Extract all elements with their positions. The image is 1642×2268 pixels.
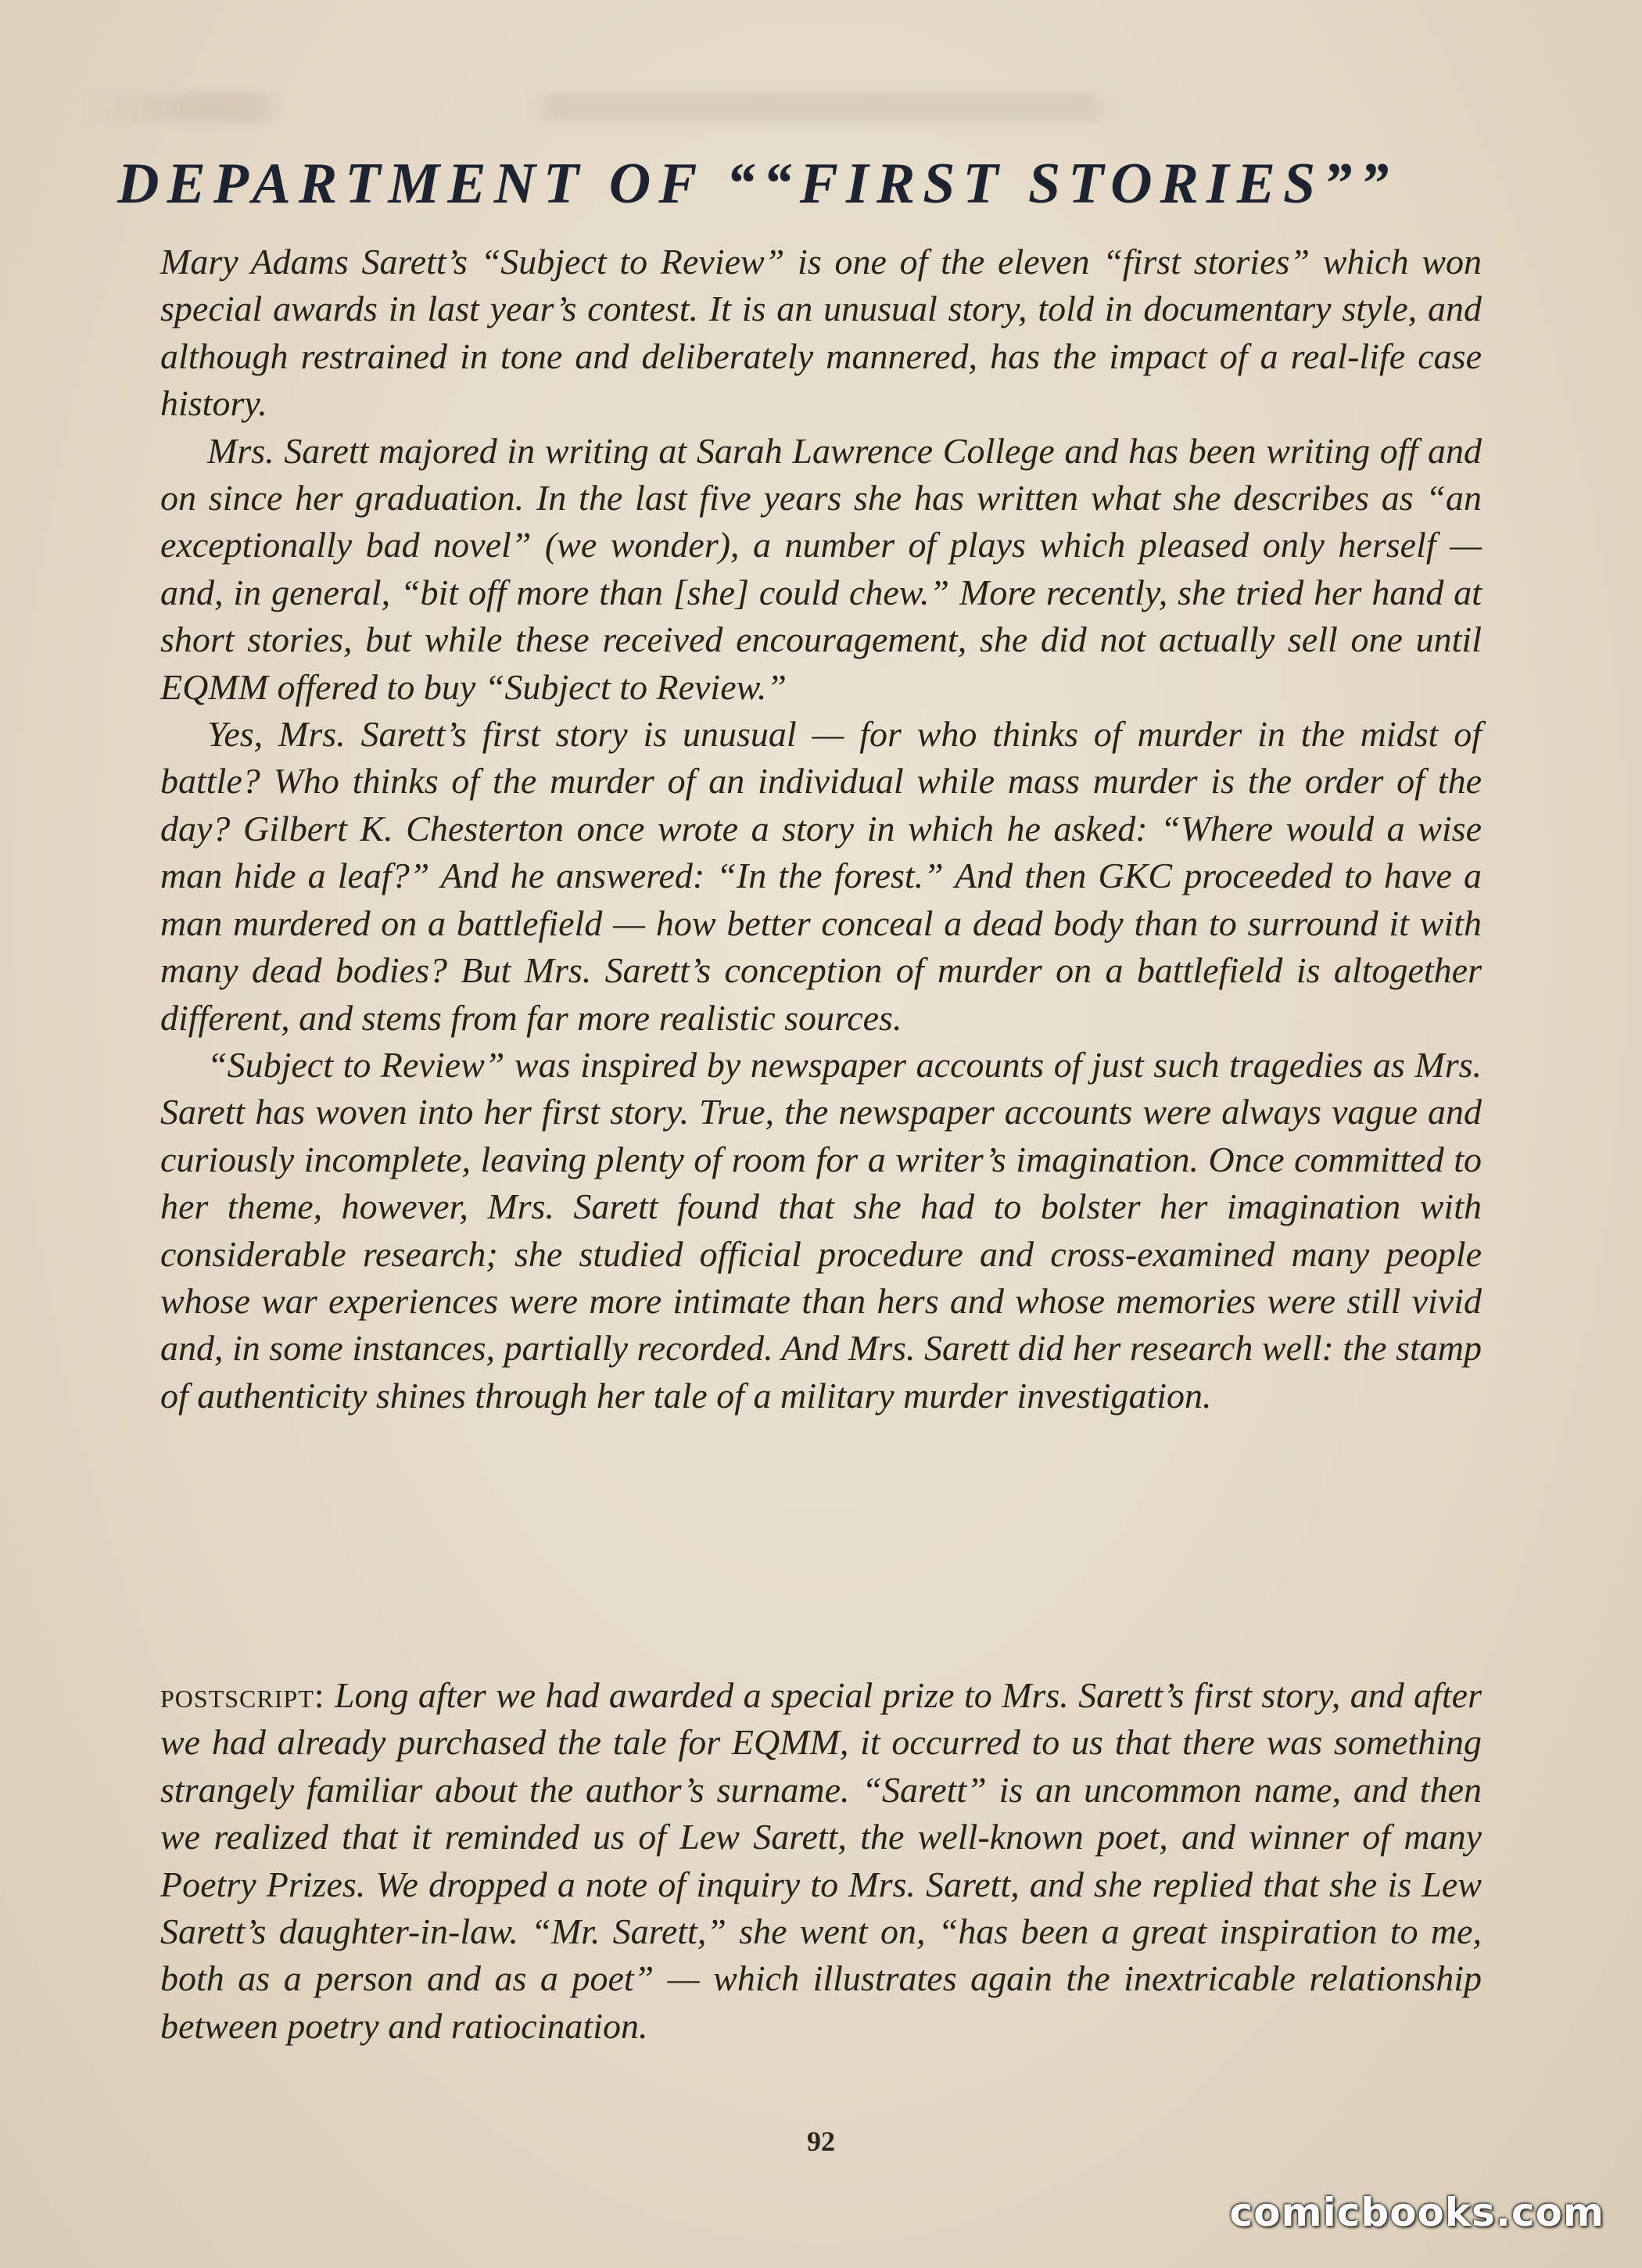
- postscript-paragraph: [160, 1672, 1482, 2050]
- postscript-block: [160, 1672, 1482, 2050]
- postscript-label: postscript:: [160, 1675, 325, 1715]
- paragraph-intro: Mary Adams Sarett’s “Subject to Review” is one of the eleven “first stories” which won special awards in last year’s contest. It is an unusual story, told in documentary style, and although restrained in tone and deliberately mannered, has the impact of a real-life case history.: [160, 242, 1482, 424]
- section-heading: DEPARTMENT OF ““FIRST STORIES””: [117, 152, 1397, 216]
- page-number: 92: [807, 2126, 835, 2157]
- paragraph-biography: Mrs. Sarett majored in writing at Sarah Lawrence College and has been writing off and on since her graduation. In the last five years she has written what she describes as “an exceptionally bad novel” (we wonder), a number of plays which pleased only herself — and, in general, “bit off more than [she] could chew.” More recently, she tried her hand at short stories, but while these received encouragement, she did not actually sell one until EQMM offered to buy “Subject to Review.”: [160, 430, 1482, 707]
- site-watermark: comicbooks.com: [1229, 2190, 1604, 2235]
- paragraph-research: “Subject to Review” was inspired by newspaper accounts of just such tragedies as Mrs. Sarett has woven into her first story. True, the newspaper accounts were always vague and curiously incomplete, leaving plenty of room for a writer’s imagination. Once committed to her theme, however, Mrs. Sarett found that she had to bolster her imagination with considerable research; she studied official procedure and cross-examined many people whose war experiences were more intimate than hers and whose memories were still vivid and, in some instances, partially recorded. And Mrs. Sarett did her research well: the stamp of authenticity shines through her tale of a military murder investigation.: [160, 1044, 1482, 1416]
- paragraph-chesterton: Yes, Mrs. Sarett’s first story is unusual — for who thinks of murder in the midst of battle? Who thinks of the murder of an individual while mass murder is the order of the day? Gilbert K. Chesterton once wrote a story in which he asked: “Where would a wise man hide a leaf?” And he answered: “In the forest.” And then GKC proceeded to have a man murdered on a battlefield — how better conceal a dead body than to surround it with many dead bodies? But Mrs. Sarett’s conception of murder on a battlefield is altogether different, and stems from far more realistic sources.: [160, 714, 1482, 1038]
- bleed-through-header: [78, 92, 1564, 124]
- article-body: [160, 239, 1482, 1419]
- postscript-text: Long after we had awarded a special prize to Mrs. Sarett’s first story, and after we had already purchased the tale for EQMM, it occurred to us that there was something strangely familiar about the author’s surname. “Sarett” is an uncommon name, and then we realized that it reminded us of Lew Sarett, the well-known poet, and winner of many Poetry Prizes. We dropped a note of inquiry to Mrs. Sarett, and she replied that she is Lew Sarett’s daughter-in-law. “Mr. Sarett,” she went on, “has been a great inspiration to me, both as a person and as a poet” — which illustrates again the inextricable relationship between poetry and ratiocination.: [160, 1675, 1482, 2046]
